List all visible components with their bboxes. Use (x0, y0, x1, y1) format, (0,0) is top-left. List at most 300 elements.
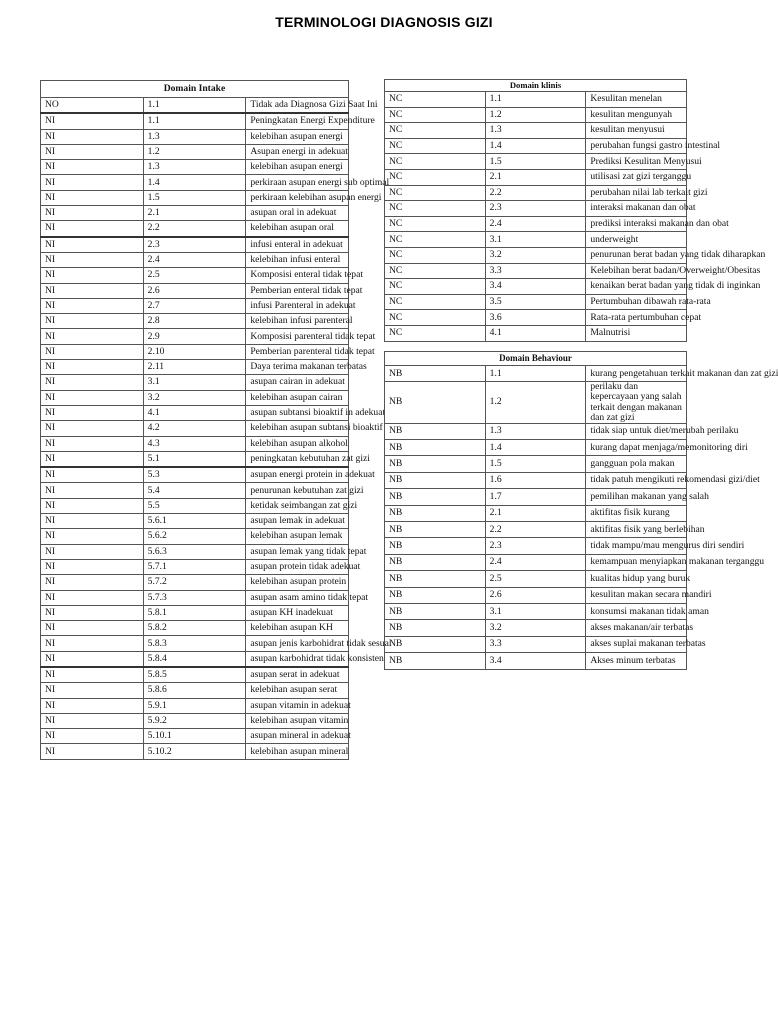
table-row (41, 744, 349, 759)
table-row (385, 382, 687, 423)
table-row (385, 423, 687, 439)
code-cell: NI (41, 636, 144, 651)
diagnosis-cell: underweight (586, 232, 687, 248)
number-cell: 3.3 (485, 263, 586, 279)
table-row (385, 310, 687, 326)
code-cell: NI (41, 144, 144, 159)
diagnosis-cell: kelebihan infusi enteral (246, 252, 349, 267)
number-cell: 4.1 (485, 325, 586, 341)
table-row (41, 268, 349, 283)
number-cell: 2.10 (143, 344, 246, 359)
diagnosis-cell: ketidak seimbangan zat gizi (246, 498, 349, 513)
number-cell: 4.1 (143, 405, 246, 420)
diagnosis-cell: akses suplai makanan terbatas (586, 636, 687, 652)
table-row (41, 298, 349, 313)
table-row (385, 620, 687, 636)
code-cell: NC (385, 294, 486, 310)
number-cell: 1.5 (485, 154, 586, 170)
diagnosis-cell: kelebihan asupan oral (246, 221, 349, 237)
diagnosis-cell: utilisasi zat gizi terganggu (586, 169, 687, 185)
diagnosis-cell: kelebihan infusi parenteral (246, 314, 349, 329)
diagnosis-cell: peningkatan kebutuhan zat gizi (246, 451, 349, 467)
domain-klinis-header: Domain klinis (385, 80, 687, 92)
table-row (41, 698, 349, 713)
code-cell: NI (41, 605, 144, 620)
code-cell: NI (41, 390, 144, 405)
number-cell: 1.5 (485, 456, 586, 472)
number-cell: 2.5 (485, 571, 586, 587)
number-cell: 1.3 (143, 129, 246, 144)
diagnosis-cell: asupan vitamin in adekuat (246, 698, 349, 713)
code-cell: NB (385, 603, 486, 619)
diagnosis-cell: perilaku dan kepercayaan yang salah terkait dengan makanan dan zat gizi (586, 382, 687, 423)
number-cell: 1.1 (143, 98, 246, 114)
code-cell: NI (41, 252, 144, 267)
number-cell: 3.2 (143, 390, 246, 405)
table-row (41, 559, 349, 574)
table-row (385, 185, 687, 201)
diagnosis-cell: tidak siap untuk diet/merubah perilaku (586, 423, 687, 439)
number-cell: 5.9.2 (143, 713, 246, 728)
code-cell: NI (41, 651, 144, 667)
number-cell: 3.1 (143, 375, 246, 390)
code-cell: NI (41, 683, 144, 698)
domain-klinis-body (385, 92, 766, 342)
code-cell: NI (41, 436, 144, 451)
code-cell: NI (41, 221, 144, 237)
number-cell: 2.2 (143, 221, 246, 237)
diagnosis-cell: Peningkatan Energi Expenditure (246, 113, 349, 129)
number-cell: 3.1 (485, 232, 586, 248)
table-row (385, 263, 687, 279)
table-row (41, 360, 349, 375)
table-row (385, 279, 687, 295)
table-row (41, 451, 349, 467)
table-row (41, 529, 349, 544)
code-cell: NC (385, 310, 486, 326)
code-cell: NI (41, 314, 144, 329)
table-row (41, 206, 349, 221)
diagnosis-cell: asupan asam amino tidak tepat (246, 590, 349, 605)
diagnosis-cell: infusi enteral in adekuat (246, 237, 349, 253)
code-cell: NI (41, 129, 144, 144)
diagnosis-cell: perubahan nilai lab terkait gizi (586, 185, 687, 201)
number-cell: 5.5 (143, 498, 246, 513)
number-cell: 1.5 (143, 190, 246, 205)
number-cell: 1.4 (143, 175, 246, 190)
number-cell: 5.6.3 (143, 544, 246, 559)
diagnosis-cell: asupan oral in adekuat (246, 206, 349, 221)
number-cell: 5.4 (143, 483, 246, 498)
code-cell: NB (385, 456, 486, 472)
table-row (385, 123, 687, 139)
table-row (41, 498, 349, 513)
code-cell: NI (41, 190, 144, 205)
code-cell: NI (41, 360, 144, 375)
table-row (41, 621, 349, 636)
number-cell: 2.8 (143, 314, 246, 329)
table-row (41, 252, 349, 267)
number-cell: 2.4 (485, 554, 586, 570)
code-cell: NI (41, 113, 144, 129)
domain-intake-header: Domain Intake (41, 81, 349, 98)
number-cell: 1.2 (485, 382, 586, 423)
table-row (385, 138, 687, 154)
code-cell: NI (41, 744, 144, 759)
table-row (41, 590, 349, 605)
domain-klinis-table (384, 79, 766, 342)
table-row (41, 575, 349, 590)
diagnosis-cell: Akses minum terbatas (586, 653, 687, 669)
code-cell: NI (41, 621, 144, 636)
code-cell: NB (385, 571, 486, 587)
number-cell: 2.6 (143, 283, 246, 298)
diagnosis-cell: interaksi makanan dan obat (586, 201, 687, 217)
code-cell: NC (385, 138, 486, 154)
diagnosis-cell: Kesulitan menelan (586, 92, 687, 108)
code-cell: NC (385, 169, 486, 185)
diagnosis-cell: kesulitan mengunyah (586, 107, 687, 123)
diagnosis-cell: Kelebihan berat badan/Overweight/Obesitas (586, 263, 687, 279)
table-row (385, 294, 687, 310)
diagnosis-cell: penurunan berat badan yang tidak diharapkan (586, 247, 687, 263)
diagnosis-cell: perubahan fungsi gastro intestinal (586, 138, 687, 154)
code-cell: NI (41, 344, 144, 359)
number-cell: 5.8.1 (143, 605, 246, 620)
code-cell: NI (41, 268, 144, 283)
diagnosis-cell: Komposisi enteral tidak tepat (246, 268, 349, 283)
code-cell: NI (41, 514, 144, 529)
code-cell: NC (385, 92, 486, 108)
code-cell: NI (41, 729, 144, 744)
domain-behaviour-header: Domain Behaviour (385, 352, 687, 366)
table-row (41, 729, 349, 744)
code-cell: NB (385, 505, 486, 521)
table-row (41, 344, 349, 359)
table-row (385, 247, 687, 263)
diagnosis-cell: Asupan energi in adekuat (246, 144, 349, 159)
diagnosis-cell: Daya terima makanan terbatas (246, 360, 349, 375)
table-row (41, 713, 349, 728)
diagnosis-cell: penurunan kebutuhan zat gizi (246, 483, 349, 498)
code-cell: NB (385, 440, 486, 456)
number-cell: 1.3 (143, 160, 246, 175)
diagnosis-cell: kelebihan asupan mineral (246, 744, 349, 759)
number-cell: 4.3 (143, 436, 246, 451)
code-cell: NI (41, 559, 144, 574)
table-row (385, 154, 687, 170)
code-cell: NC (385, 154, 486, 170)
code-cell: NC (385, 247, 486, 263)
diagnosis-cell: kemampuan menyiapkan makanan terganggu (586, 554, 687, 570)
diagnosis-cell: Komposisi parenteral tidak tepat (246, 329, 349, 344)
number-cell: 1.4 (485, 440, 586, 456)
number-cell: 1.2 (143, 144, 246, 159)
number-cell: 2.6 (485, 587, 586, 603)
diagnosis-cell: asupan mineral in adekuat (246, 729, 349, 744)
diagnosis-cell: Pertumbuhan dibawah rata-rata (586, 294, 687, 310)
code-cell: NC (385, 123, 486, 139)
number-cell: 3.4 (485, 279, 586, 295)
code-cell: NI (41, 329, 144, 344)
code-cell: NC (385, 325, 486, 341)
code-cell: NB (385, 489, 486, 505)
number-cell: 2.2 (485, 185, 586, 201)
number-cell: 3.1 (485, 603, 586, 619)
code-cell: NB (385, 538, 486, 554)
table-row (385, 232, 687, 248)
diagnosis-cell: asupan lemak in adekuat (246, 514, 349, 529)
diagnosis-cell: perkiraan kelebihan asupan energi (246, 190, 349, 205)
number-cell: 2.1 (485, 505, 586, 521)
diagnosis-cell: kelebihan asupan subtansi bioaktif (246, 421, 349, 436)
code-cell: NC (385, 232, 486, 248)
number-cell: 1.3 (485, 423, 586, 439)
table-row (385, 456, 687, 472)
code-cell: NI (41, 483, 144, 498)
diagnosis-cell: asupan cairan in adekuat (246, 375, 349, 390)
number-cell: 5.6.2 (143, 529, 246, 544)
table-row (385, 505, 687, 521)
number-cell: 3.3 (485, 636, 586, 652)
code-cell: NB (385, 620, 486, 636)
diagnosis-cell: asupan karbohidrat tidak konsisten (246, 651, 349, 667)
table-row (41, 175, 349, 190)
diagnosis-cell: perkiraan asupan energi sub optimal (246, 175, 349, 190)
code-cell: NB (385, 554, 486, 570)
table-row (385, 472, 687, 488)
table-row (41, 636, 349, 651)
code-cell: NC (385, 107, 486, 123)
number-cell: 5.7.1 (143, 559, 246, 574)
code-cell: NI (41, 467, 144, 483)
number-cell: 1.7 (485, 489, 586, 505)
number-cell: 2.1 (485, 169, 586, 185)
code-cell: NI (41, 298, 144, 313)
table-row (385, 107, 687, 123)
code-cell: NI (41, 451, 144, 467)
table-row (41, 514, 349, 529)
number-cell: 2.7 (143, 298, 246, 313)
table-row (41, 160, 349, 175)
number-cell: 5.3 (143, 467, 246, 483)
code-cell: NI (41, 667, 144, 683)
code-cell: NB (385, 472, 486, 488)
table-row (385, 325, 687, 341)
diagnosis-cell: tidak mampu/mau mengurus diri sendiri (586, 538, 687, 554)
diagnosis-cell: Pemberian enteral tidak tepat (246, 283, 349, 298)
table-row (385, 587, 687, 603)
diagnosis-cell: asupan lemak yang tidak tepat (246, 544, 349, 559)
code-cell: NI (41, 590, 144, 605)
table-row (385, 554, 687, 570)
table-row (41, 405, 349, 420)
table-row (41, 483, 349, 498)
diagnosis-cell: kelebihan asupan vitamin (246, 713, 349, 728)
table-row (41, 436, 349, 451)
code-cell: NI (41, 160, 144, 175)
number-cell: 2.9 (143, 329, 246, 344)
diagnosis-cell: kesulitan menyusui (586, 123, 687, 139)
number-cell: 1.4 (485, 138, 586, 154)
code-cell: NB (385, 423, 486, 439)
table-row (385, 538, 687, 554)
table-row (41, 375, 349, 390)
code-cell: NO (41, 98, 144, 114)
code-cell: NB (385, 587, 486, 603)
number-cell: 5.8.2 (143, 621, 246, 636)
diagnosis-cell: asupan KH inadekuat (246, 605, 349, 620)
number-cell: 1.3 (485, 123, 586, 139)
number-cell: 5.8.4 (143, 651, 246, 667)
diagnosis-cell: asupan energi protein in adekuat (246, 467, 349, 483)
number-cell: 3.4 (485, 653, 586, 669)
code-cell: NI (41, 175, 144, 190)
diagnosis-cell: kurang dapat menjaga/memonitoring diri (586, 440, 687, 456)
number-cell: 2.3 (143, 237, 246, 253)
diagnosis-cell: Rata-rata pertumbuhan cepat (586, 310, 687, 326)
table-row (41, 651, 349, 667)
domain-intake-body (41, 98, 392, 760)
code-cell: NC (385, 279, 486, 295)
table-row (41, 129, 349, 144)
number-cell: 2.1 (143, 206, 246, 221)
diagnosis-cell: kurang pengetahuan terkait makanan dan zat gizi (586, 366, 687, 382)
domain-behaviour-body (385, 366, 778, 670)
table-row (385, 603, 687, 619)
code-cell: NC (385, 263, 486, 279)
number-cell: 5.8.5 (143, 667, 246, 683)
table-row (41, 314, 349, 329)
code-cell: NB (385, 636, 486, 652)
code-cell: NB (385, 382, 486, 423)
diagnosis-cell: kesulitan makan secara mandiri (586, 587, 687, 603)
number-cell: 3.2 (485, 620, 586, 636)
number-cell: 2.3 (485, 201, 586, 217)
code-cell: NB (385, 653, 486, 669)
code-cell: NI (41, 713, 144, 728)
diagnosis-cell: Malnutrisi (586, 325, 687, 341)
code-cell: NI (41, 237, 144, 253)
diagnosis-cell: kenaikan berat badan yang tidak di inginkan (586, 279, 687, 295)
table-row (41, 667, 349, 683)
table-row (41, 221, 349, 237)
diagnosis-cell: kelebihan asupan energi (246, 129, 349, 144)
table-row (41, 283, 349, 298)
diagnosis-cell: kelebihan asupan serat (246, 683, 349, 698)
diagnosis-cell: asupan subtansi bioaktif in adekuat (246, 405, 349, 420)
diagnosis-cell: pemilihan makanan yang salah (586, 489, 687, 505)
number-cell: 2.3 (485, 538, 586, 554)
code-cell: NI (41, 698, 144, 713)
code-cell: NI (41, 498, 144, 513)
code-cell: NI (41, 575, 144, 590)
number-cell: 5.9.1 (143, 698, 246, 713)
diagnosis-cell: prediksi interaksi makanan dan obat (586, 216, 687, 232)
table-row (385, 201, 687, 217)
code-cell: NI (41, 375, 144, 390)
table-row (41, 98, 349, 114)
number-cell: 5.8.3 (143, 636, 246, 651)
diagnosis-cell: kelebihan asupan lemak (246, 529, 349, 544)
table-row (41, 190, 349, 205)
code-cell: NI (41, 421, 144, 436)
table-row (385, 636, 687, 652)
table-row (41, 421, 349, 436)
code-cell: NI (41, 283, 144, 298)
number-cell: 2.5 (143, 268, 246, 283)
table-row (41, 144, 349, 159)
code-cell: NI (41, 544, 144, 559)
table-row (41, 113, 349, 129)
table-row (41, 237, 349, 253)
code-cell: NB (385, 366, 486, 382)
diagnosis-cell: akses makanan/air terbatas (586, 620, 687, 636)
number-cell: 1.1 (485, 366, 586, 382)
diagnosis-cell: infusi Parenteral in adekuat (246, 298, 349, 313)
diagnosis-cell: tidak patuh mengikuti rekomendasi gizi/diet (586, 472, 687, 488)
diagnosis-cell: kelebihan asupan energi (246, 160, 349, 175)
code-cell: NB (385, 521, 486, 537)
number-cell: 1.6 (485, 472, 586, 488)
number-cell: 5.7.3 (143, 590, 246, 605)
domain-intake-table (40, 80, 392, 760)
table-row (385, 169, 687, 185)
code-cell: NC (385, 216, 486, 232)
number-cell: 3.6 (485, 310, 586, 326)
number-cell: 1.1 (143, 113, 246, 129)
table-row (385, 571, 687, 587)
diagnosis-cell: gangguan pola makan (586, 456, 687, 472)
code-cell: NC (385, 201, 486, 217)
diagnosis-cell: kelebihan asupan KH (246, 621, 349, 636)
number-cell: 5.8.6 (143, 683, 246, 698)
table-row (41, 605, 349, 620)
table-row (41, 683, 349, 698)
code-cell: NI (41, 206, 144, 221)
number-cell: 5.7.2 (143, 575, 246, 590)
table-row (385, 92, 687, 108)
number-cell: 2.2 (485, 521, 586, 537)
table-row (41, 467, 349, 483)
code-cell: NC (385, 185, 486, 201)
page-title: TERMINOLOGI DIAGNOSIS GIZI (275, 14, 493, 30)
diagnosis-cell: konsumsi makanan tidak aman (586, 603, 687, 619)
diagnosis-cell: Prediksi Kesulitan Menyusui (586, 154, 687, 170)
domain-behaviour-table (384, 351, 778, 670)
diagnosis-cell: Pemberian parenteral tidak tepat (246, 344, 349, 359)
diagnosis-cell: kualitas hidup yang buruk (586, 571, 687, 587)
number-cell: 4.2 (143, 421, 246, 436)
table-row (385, 366, 687, 382)
number-cell: 3.5 (485, 294, 586, 310)
diagnosis-cell: aktifitas fisik yang berlebihan (586, 521, 687, 537)
code-cell: NI (41, 405, 144, 420)
diagnosis-cell: kelebihan asupan cairan (246, 390, 349, 405)
diagnosis-cell: kelebihan asupan alkohol (246, 436, 349, 451)
number-cell: 2.11 (143, 360, 246, 375)
table-row (385, 489, 687, 505)
number-cell: 5.1 (143, 451, 246, 467)
number-cell: 3.2 (485, 247, 586, 263)
number-cell: 5.6.1 (143, 514, 246, 529)
number-cell: 1.2 (485, 107, 586, 123)
diagnosis-cell: aktifitas fisik kurang (586, 505, 687, 521)
table-row (385, 521, 687, 537)
number-cell: 5.10.2 (143, 744, 246, 759)
diagnosis-cell: Tidak ada Diagnosa Gizi Saat Ini (246, 98, 349, 114)
table-row (385, 440, 687, 456)
